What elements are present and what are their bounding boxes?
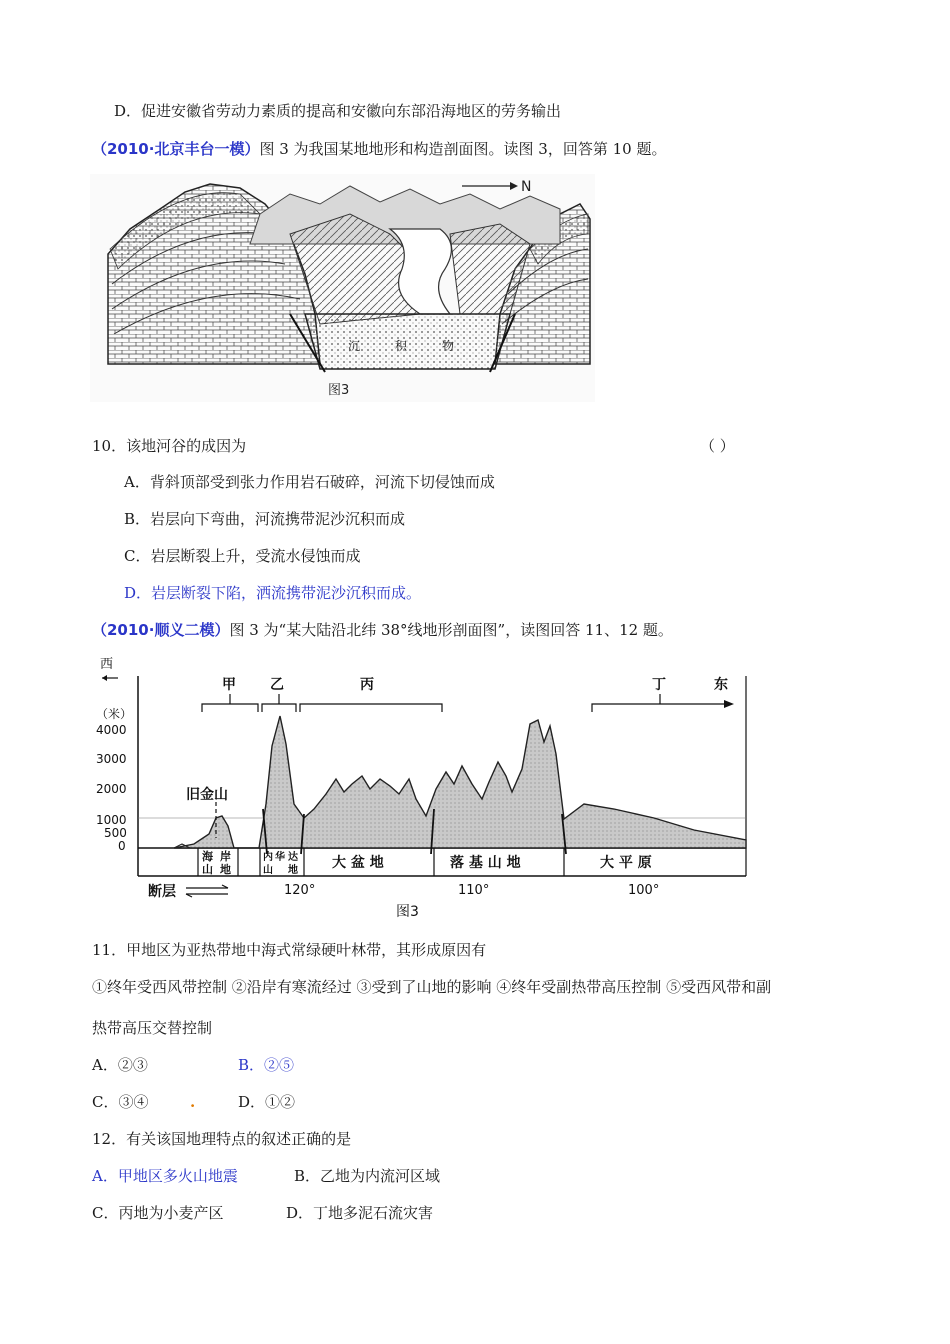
intro-1 [92, 139, 666, 159]
lon-100: 100° [628, 883, 660, 898]
coast-2: 岸 [220, 850, 231, 863]
y-tick-3000: 3000 [96, 752, 127, 766]
nevada-2: 华 [275, 852, 285, 863]
east-label: 东 [714, 677, 728, 693]
q11-option-c[interactable]: C．③④ [92, 1093, 149, 1111]
figure-2-caption: 图3 [396, 904, 419, 920]
coast-3: 山 [202, 863, 213, 876]
q12-stem: 12．有关该国地理特点的叙述正确的是 [92, 1130, 352, 1148]
y-tick-1000: 1000 [96, 813, 127, 827]
stray-dot: . [190, 1093, 196, 1111]
q10-option-b[interactable]: B．岩层向下弯曲，河流携带泥沙沉积而成 [124, 510, 406, 528]
intro-2-text: 图 3 为“某大陆沿北纬 38°线地形剖面图”，读图回答 11、12 题。 [229, 621, 673, 639]
west-arrow-icon [102, 675, 118, 681]
coast-4: 地 [220, 863, 231, 876]
city-label: 旧金山 [186, 787, 228, 803]
q11-choices-line-1: ①终年受西风带控制 ②沿岸有寒流经过 ③受到了山地的影响 ④终年受副热带高压控制 ⑤受西风带和副 [92, 978, 772, 996]
q11-option-a[interactable]: A．②③ [92, 1056, 148, 1074]
figure-1-valley-section [90, 174, 595, 402]
q10-option-a[interactable]: A．背斜顶部受到张力作用岩石破碎，河流下切侵蚀而成 [124, 473, 495, 491]
zone-yi: 乙 [270, 677, 284, 693]
region-basin: 大 盆 地 [332, 855, 384, 871]
coast-1: 海 [202, 850, 213, 863]
q12-option-d[interactable]: D．丁地多泥石流灾害 [286, 1204, 434, 1222]
q10-answer-paren: （ ） [700, 437, 735, 455]
zone-bing: 丙 [360, 677, 374, 693]
region-rocky: 落 基 山 地 [450, 855, 521, 871]
nevada-4: 山 [263, 865, 273, 876]
q10-option-d[interactable]: D．岩层断裂下陷，洒流携带泥沙沉积而成。 [124, 584, 422, 602]
terrain-profile [174, 716, 746, 848]
y-unit: （米） [96, 707, 133, 721]
q12-option-a[interactable]: A．甲地区多火山地震 [92, 1167, 238, 1185]
q12-option-c[interactable]: C．丙地为小麦产区 [92, 1204, 224, 1222]
fault-legend-arrows-icon [186, 885, 228, 897]
north-label: N [521, 179, 532, 195]
y-tick-0: 0 [118, 839, 126, 853]
fault-legend-label: 断层 [148, 884, 176, 900]
y-tick-2000: 2000 [96, 782, 127, 796]
intro-1-text: 图 3 为我国某地地形和构造剖面图。读图 3，回答第 10 题。 [259, 140, 667, 158]
sediment-deposit [305, 314, 510, 369]
q11-option-d[interactable]: D．①② [238, 1093, 296, 1111]
deposit-char-1: 沉 [348, 339, 361, 353]
figure-2-profile-38n [94, 654, 754, 926]
q10-option-c[interactable]: C．岩层断裂上升，受流水侵蚀而成 [124, 547, 361, 565]
west-label: 西 [100, 657, 114, 672]
q11-choices-line-2: 热带高压交替控制 [92, 1019, 213, 1037]
zone-ding: 丁 [652, 677, 666, 693]
intro-2 [92, 620, 673, 640]
q11-stem: 11．甲地区为亚热带地中海式常绿硬叶林带，其形成原因有 [92, 941, 487, 959]
nevada-5: 地 [288, 865, 298, 876]
nevada-3: 达 [288, 852, 298, 863]
lon-120: 120° [284, 883, 316, 898]
intro-1-source: （2010·北京丰台一模） [92, 140, 260, 158]
q10-stem: 10．该地河谷的成因为 [92, 437, 247, 455]
zone-jia: 甲 [222, 677, 236, 693]
nevada-1: 内 [263, 852, 273, 863]
q12-option-b[interactable]: B．乙地为内流河区域 [294, 1167, 441, 1185]
y-tick-500: 500 [104, 826, 127, 840]
q11-option-b[interactable]: B．②⑤ [238, 1056, 295, 1074]
deposit-char-2: 积 [395, 339, 408, 353]
figure-1-caption: 图3 [328, 383, 350, 398]
y-tick-4000: 4000 [96, 723, 127, 737]
deposit-char-3: 物 [442, 339, 455, 353]
region-plains: 大 平 原 [600, 855, 652, 871]
q9-option-d[interactable]: D．促进安徽省劳动力素质的提高和安徽向东部沿海地区的劳务输出 [114, 102, 562, 120]
lon-110: 110° [458, 883, 490, 898]
intro-2-source: （2010·顺义二模） [92, 621, 230, 639]
